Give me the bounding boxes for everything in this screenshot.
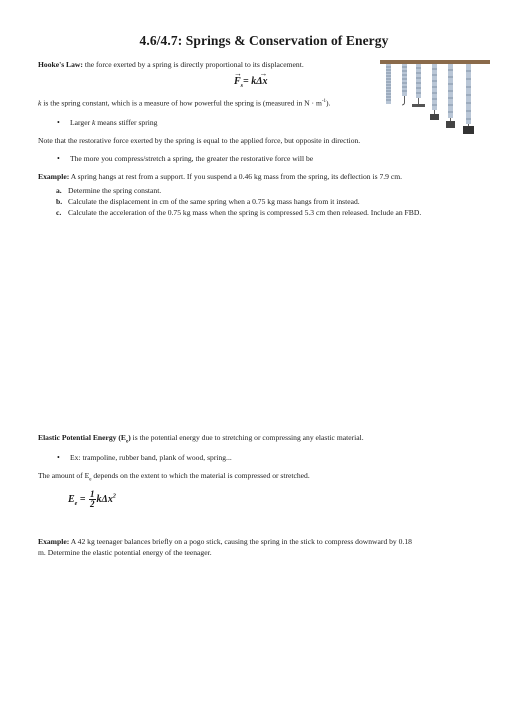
force-symbol: F (234, 76, 241, 87)
list-item (56, 197, 516, 207)
spring-2 (402, 64, 407, 105)
formula-rhs: = kΔx (243, 76, 268, 87)
spring-constant-definition (38, 97, 330, 109)
list-item-text: Determine the spring constant. (68, 186, 162, 195)
k-line-end: ). (326, 98, 331, 108)
list-item-label: b. (56, 197, 63, 206)
spring-1 (386, 64, 391, 104)
example-label: Example: (38, 172, 70, 181)
amount-text: The amount of E (38, 471, 90, 480)
hookes-law-formula: → $F_s= k\Delta x$ → (234, 69, 268, 89)
formula-ee-sub: e (74, 500, 78, 507)
k-variable: k (38, 98, 42, 108)
formula-fraction (89, 490, 96, 509)
note-restorative-force: Note that the restorative force exerted by the spring is equal to the applied force, but opposite in direction. (38, 136, 361, 145)
example-label: Example: (38, 537, 70, 546)
example-text-line-1: A 42 kg teenager balances briefly on a pogo stick, causing the spring in the stick to compress downward by 0.18 (69, 537, 412, 546)
spring-3-with-weight (412, 64, 425, 107)
bullet-text: Larger (70, 118, 92, 127)
list-item-label: c. (56, 208, 62, 217)
formula-ee: E (68, 493, 75, 505)
springs-illustration (380, 58, 490, 136)
support-bar (380, 60, 490, 64)
bullet-text-end: means stiffer spring (95, 118, 158, 127)
list-item (56, 208, 516, 218)
example-2-line-2: m. Determine the elastic potential energy of the teenager. (38, 548, 212, 557)
elastic-energy-formula (68, 490, 116, 509)
example-text: A spring hangs at rest from a support. If you suspend a 0.46 kg mass from the spring, its deflection is 7.9 cm. (69, 172, 403, 181)
amount-sub: e (89, 477, 92, 483)
fraction-numerator: 1 (90, 489, 95, 499)
hookes-law-label: Hooke's Law: (38, 60, 83, 69)
elastic-text: is the potential energy due to stretching or compressing any elastic material. (130, 433, 364, 442)
force-subscript: s (240, 83, 244, 89)
formula-rhs: kΔx (96, 493, 113, 505)
bullet-larger-k (70, 118, 157, 128)
k-unit-exponent: -1 (321, 99, 327, 104)
amount-of-ee (38, 471, 310, 486)
list-item-label: a. (56, 186, 62, 195)
bullet-k: k (92, 118, 96, 127)
formula-equals: = (77, 493, 89, 505)
spring-5-with-weight (446, 64, 455, 128)
list-item-text: Calculate the displacement in cm of the same spring when a 0.75 kg mass hangs from it instead. (68, 197, 360, 206)
bullet-compress-stretch: • The more you compress/stretch a spring, the greater the restorative force will be (70, 154, 313, 164)
list-item-text: Calculate the acceleration of the 0.75 kg mass when the spring is compressed 5.3 cm then released. Include an FBD. (68, 208, 422, 217)
elastic-label-end: ) (128, 433, 131, 442)
example-1 (38, 172, 402, 182)
elastic-potential-energy-definition (38, 433, 364, 448)
example-2 (38, 537, 412, 547)
bullet-examples: • Ex: trampoline, rubber band, plank of wood, spring... (70, 453, 232, 463)
amount-text-end: depends on the extent to which the material is compressed or stretched. (91, 471, 310, 480)
page-title: 4.6/4.7: Springs & Conservation of Energy (139, 33, 389, 48)
list-item (56, 186, 516, 196)
formula-exponent: 2 (112, 493, 116, 500)
spring-6-with-weight (463, 64, 474, 134)
hookes-law-text: the force exerted by a spring is directly proportional to its displacement. (82, 60, 304, 69)
elastic-label: Elastic Potential Energy (E (38, 433, 126, 442)
fraction-denominator: 2 (90, 499, 95, 509)
elastic-label-sub: e (125, 439, 129, 445)
spring-4-with-weight (430, 64, 439, 120)
k-line-text: is the spring constant, which is a measure of how powerful the spring is (measured in N · m (41, 98, 322, 108)
